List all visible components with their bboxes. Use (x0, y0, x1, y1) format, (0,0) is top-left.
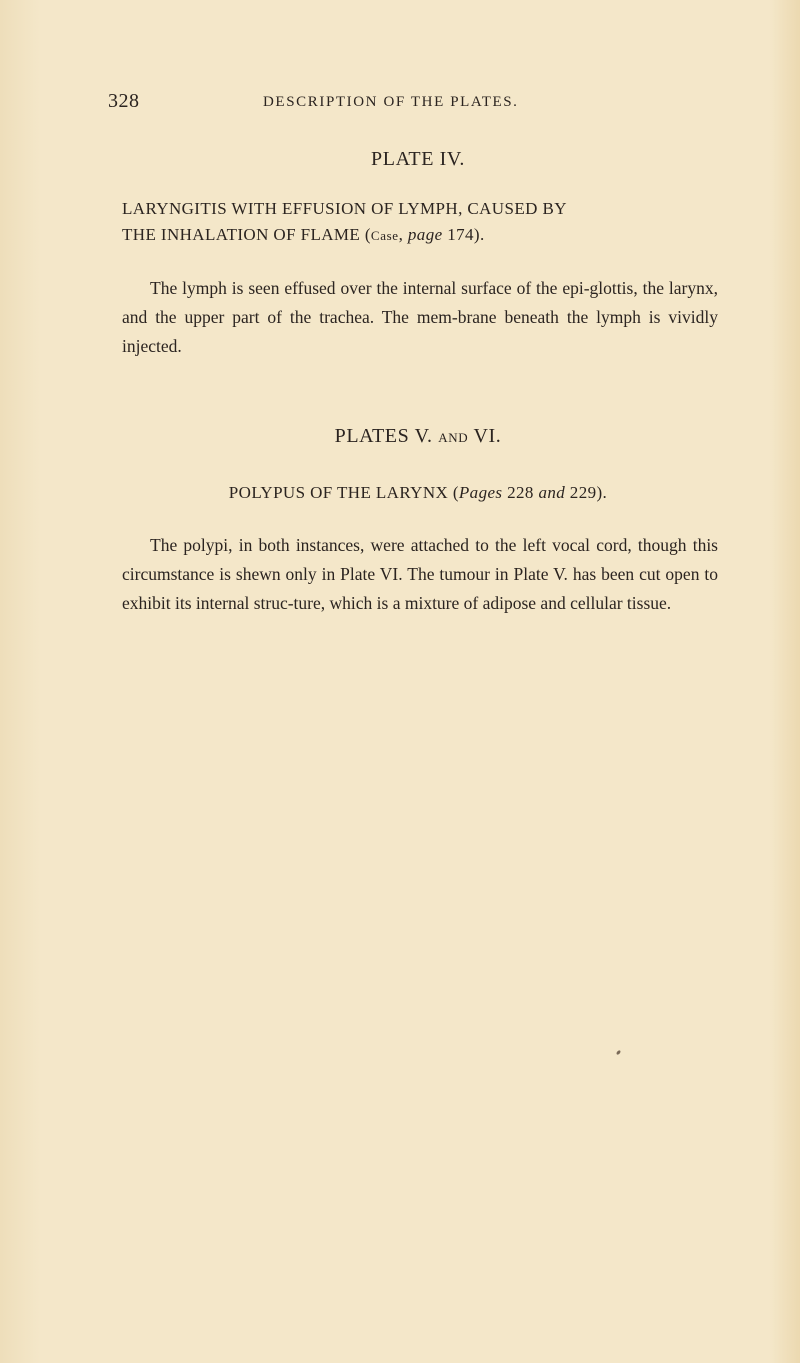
plate-title-end: VI. (468, 425, 502, 447)
page-ref: 174). (442, 225, 485, 244)
running-head (108, 90, 708, 114)
pages-label: Pages (458, 483, 503, 502)
plates-v-vi-subtitle (122, 480, 714, 506)
plate-title-and: AND (438, 430, 469, 445)
plates-v-vi-heading (122, 425, 714, 448)
subtitle (122, 196, 718, 249)
plates-v-vi-description (122, 531, 718, 618)
plate-iv-subtitle (122, 196, 718, 249)
subtitle-line-1: LARYNGITIS WITH EFFUSION OF LYMPH, CAUSED BY (122, 199, 567, 218)
subtitle (122, 480, 714, 506)
paragraph: The lymph is seen effused over the internal surface of the epi-glottis, the larynx, and the upper part of the trachea. The mem-brane beneath the lymph is vividly injected. (122, 278, 718, 356)
separator: , (398, 225, 408, 244)
ink-speck (616, 1050, 622, 1056)
subtitle-main: POLYPUS OF THE LARYNX ( (228, 483, 459, 502)
plate-title: PLATE IV. (371, 148, 465, 170)
paragraph: The polypi, in both instances, were attached to the left vocal cord, though this circumstance is shewn only in Plate VI. The tumour in Plate V. has been cut open to exhibit its internal struc-ture, which is a mixture of adipose and cellular tissue. (122, 535, 718, 613)
running-title: DESCRIPTION OF THE PLATES. (263, 94, 519, 110)
page-label: page (407, 225, 443, 244)
and-label: and (538, 483, 566, 502)
page-num-2: 229). (565, 483, 608, 502)
page-num-1: 228 (502, 483, 539, 502)
page-number: 328 (108, 90, 140, 112)
subtitle-line-2-main: THE INHALATION OF FLAME ( (122, 225, 371, 244)
subtitle-line-2 (122, 222, 718, 249)
plate-iv-description (122, 274, 718, 361)
plate-title-main: PLATES V. (334, 425, 439, 447)
case-label: Case (370, 228, 399, 243)
plate-title (122, 425, 714, 448)
plate-iv-heading (122, 148, 714, 171)
